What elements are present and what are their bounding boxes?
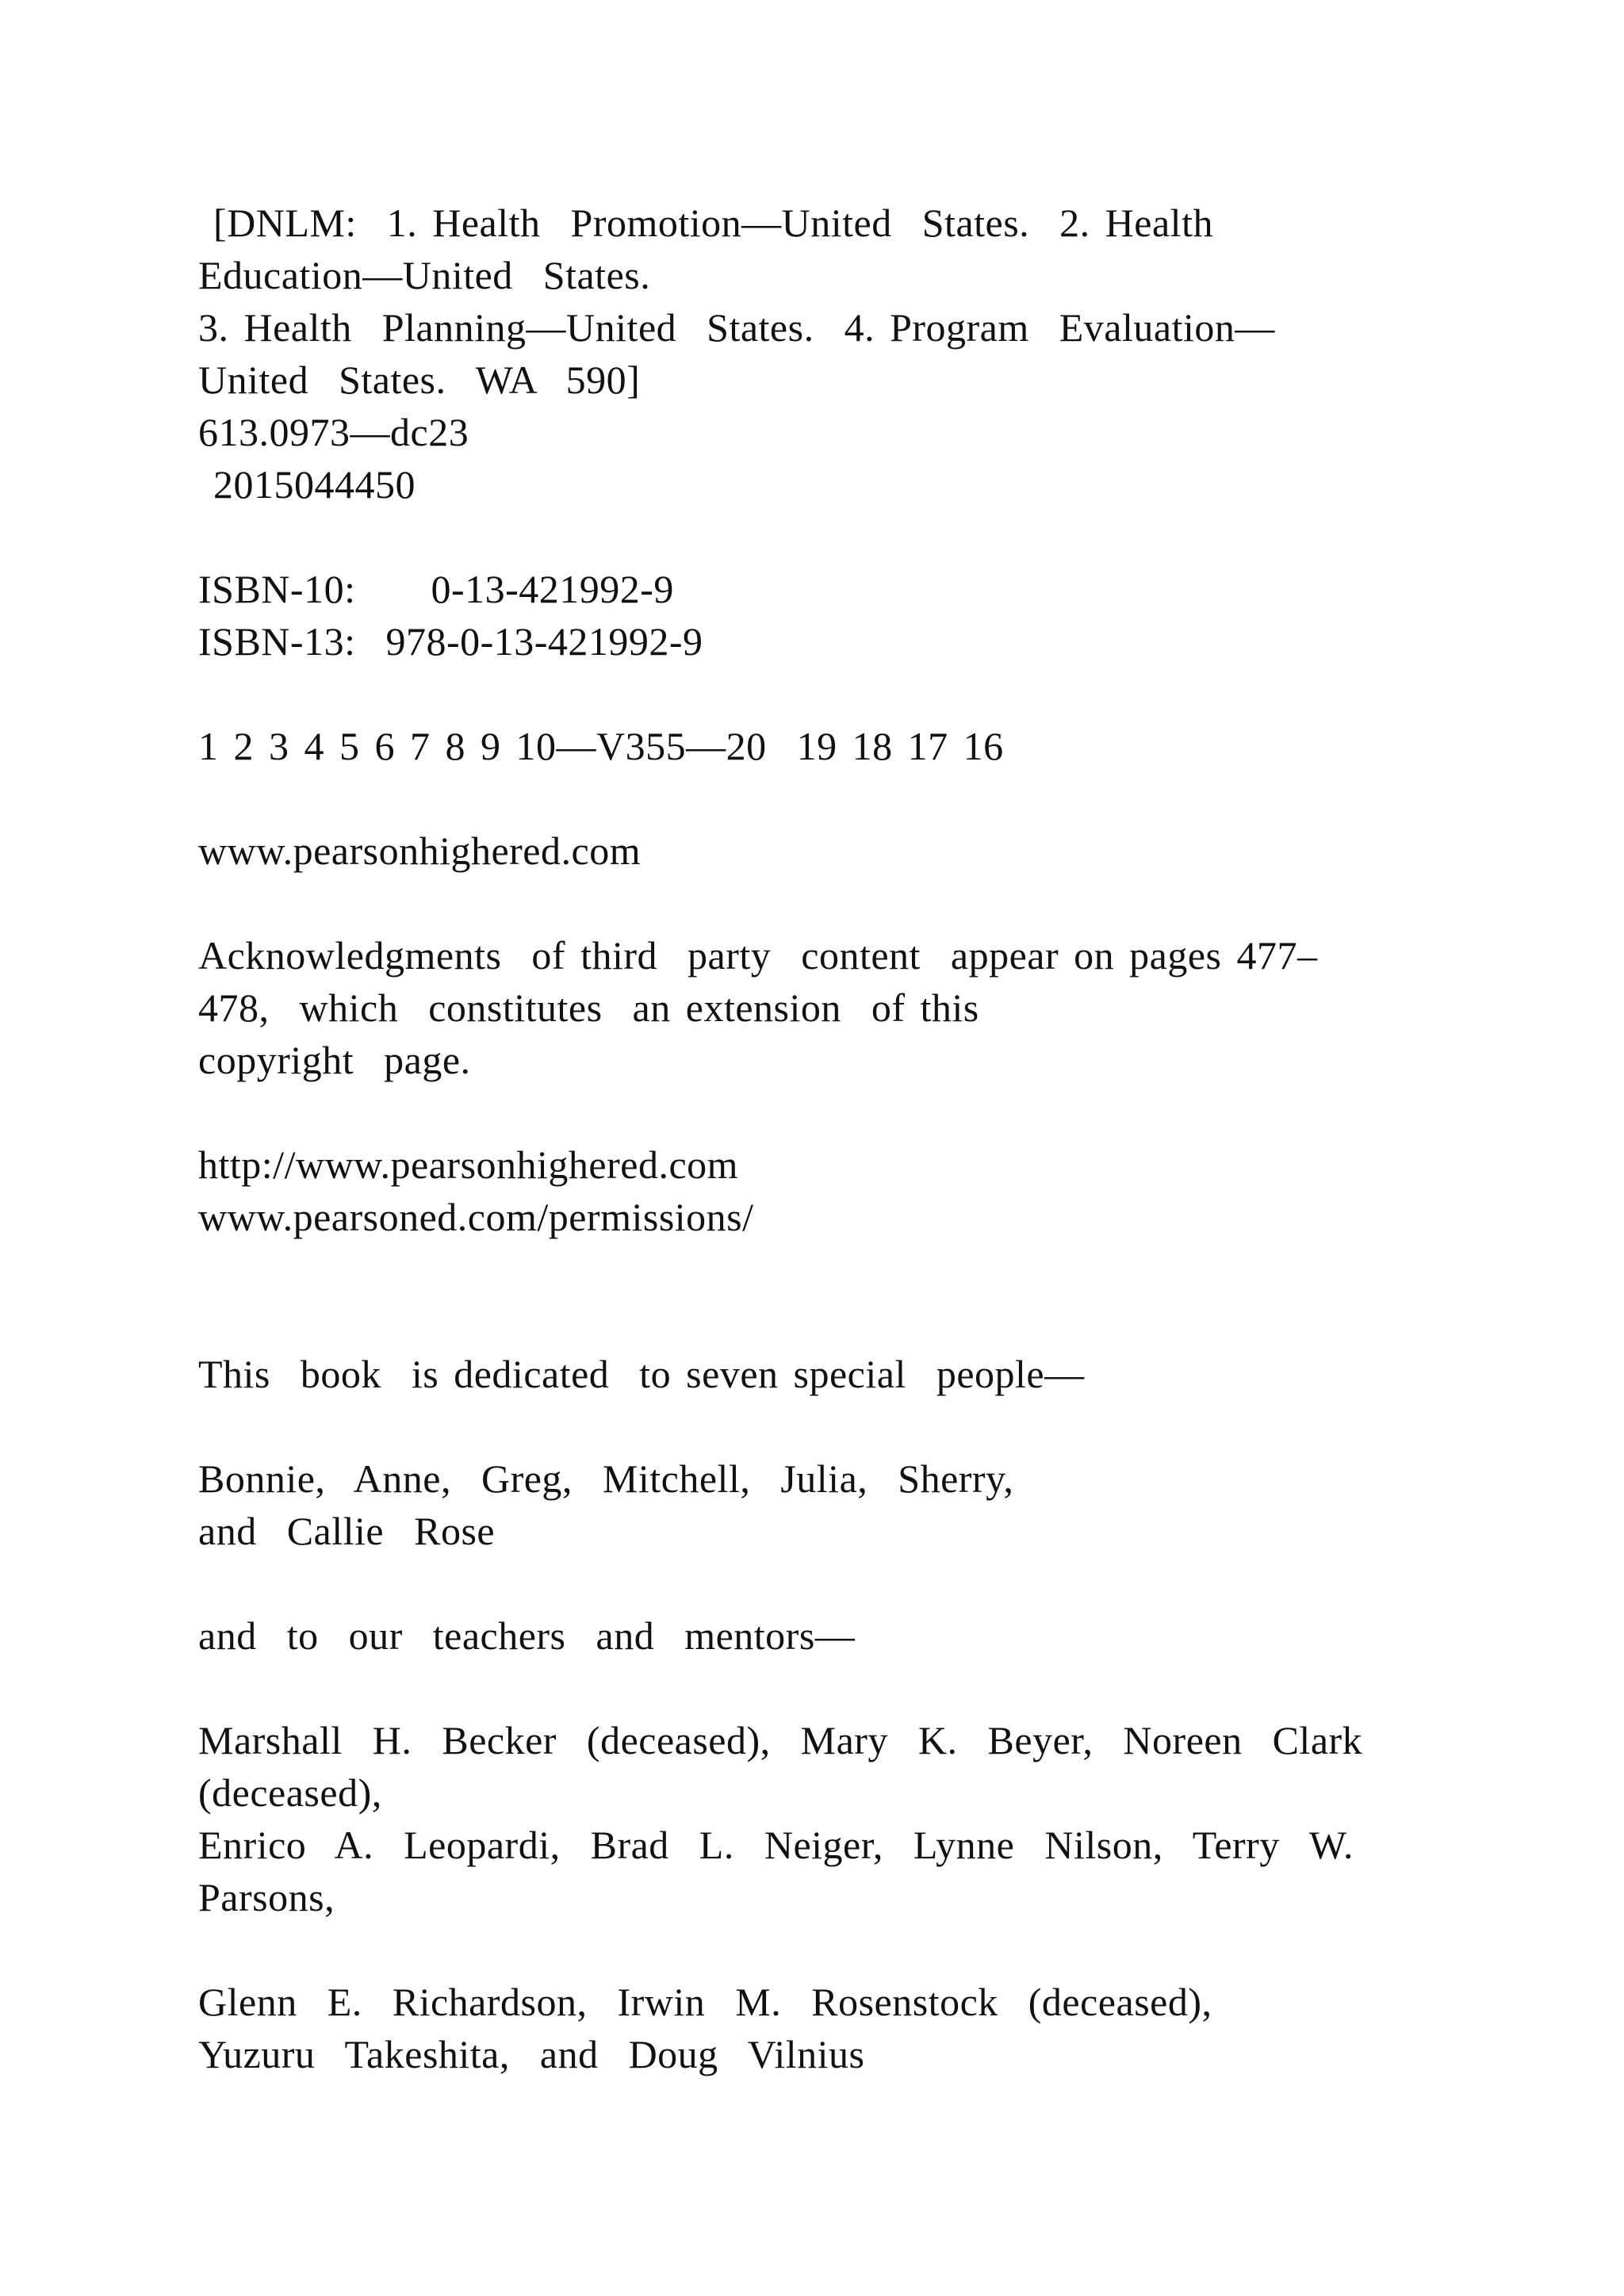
isbn-13: ISBN-13: 978-0-13-421992-9	[198, 619, 703, 664]
dedication-names-line: Bonnie, Anne, Greg, Mitchell, Julia, Sherry,	[198, 1456, 1014, 1501]
control-number: 2015044450	[198, 462, 416, 507]
mentors-names-line: Parsons,	[198, 1875, 335, 1919]
mentors-intro-line: and to our teachers and mentors—	[198, 1613, 856, 1658]
copyright-page	[198, 197, 1435, 2080]
cataloging-line: Education—United States.	[198, 253, 651, 297]
isbn-10: ISBN-10: 0-13-421992-9	[198, 567, 674, 611]
mentors-names	[198, 1714, 1435, 1923]
website-url: www.pearsonhighered.com	[198, 828, 642, 873]
pearson-highered-link: http://www.pearsonhighered.com	[198, 1142, 739, 1187]
dedication-line: This book is dedicated to seven special people—	[198, 1352, 1085, 1396]
mentors-names-line: Marshall H. Becker (deceased), Mary K. Beyer, Noreen Clark	[198, 1718, 1363, 1762]
acknowledgments-block	[198, 929, 1435, 1086]
links-block	[198, 1138, 1435, 1243]
cataloging-data	[198, 197, 1435, 511]
isbn-block	[198, 563, 1435, 668]
acknowledgments-line: 478, which constitutes an extension of this	[198, 985, 979, 1030]
permissions-link: www.pearsoned.com/permissions/	[198, 1195, 754, 1239]
cataloging-line: 3. Health Planning—United States. 4. Program Evaluation—	[198, 305, 1275, 350]
cataloging-line: United States. WA 590]	[198, 358, 641, 402]
mentors-names-line: Yuzuru Takeshita, and Doug Vilnius	[198, 2032, 865, 2076]
mentors-names-line: Glenn E. Richardson, Irwin M. Rosenstock (deceased),	[198, 1980, 1212, 2024]
mentors-names-continued	[198, 1976, 1435, 2080]
acknowledgments-line: copyright page.	[198, 1038, 471, 1082]
dedication-intro	[198, 1348, 1435, 1400]
dedication-names-line: and Callie Rose	[198, 1509, 496, 1553]
website-block	[198, 825, 1435, 877]
mentors-names-line: Enrico A. Leopardi, Brad L. Neiger, Lynne Nilson, Terry W.	[198, 1823, 1354, 1867]
dedication-names	[198, 1452, 1435, 1557]
acknowledgments-line: Acknowledgments of third party content appear on pages 477–	[198, 933, 1318, 978]
cataloging-line: [DNLM: 1. Health Promotion—United States. 2. Health	[198, 201, 1213, 245]
mentors-intro	[198, 1609, 1435, 1662]
printing-line: 1 2 3 4 5 6 7 8 9 10—V355—20 19 18 17 16	[198, 724, 1004, 768]
mentors-names-line: (deceased),	[198, 1770, 382, 1815]
printing-line-block	[198, 720, 1435, 772]
classification-number: 613.0973—dc23	[198, 410, 469, 454]
